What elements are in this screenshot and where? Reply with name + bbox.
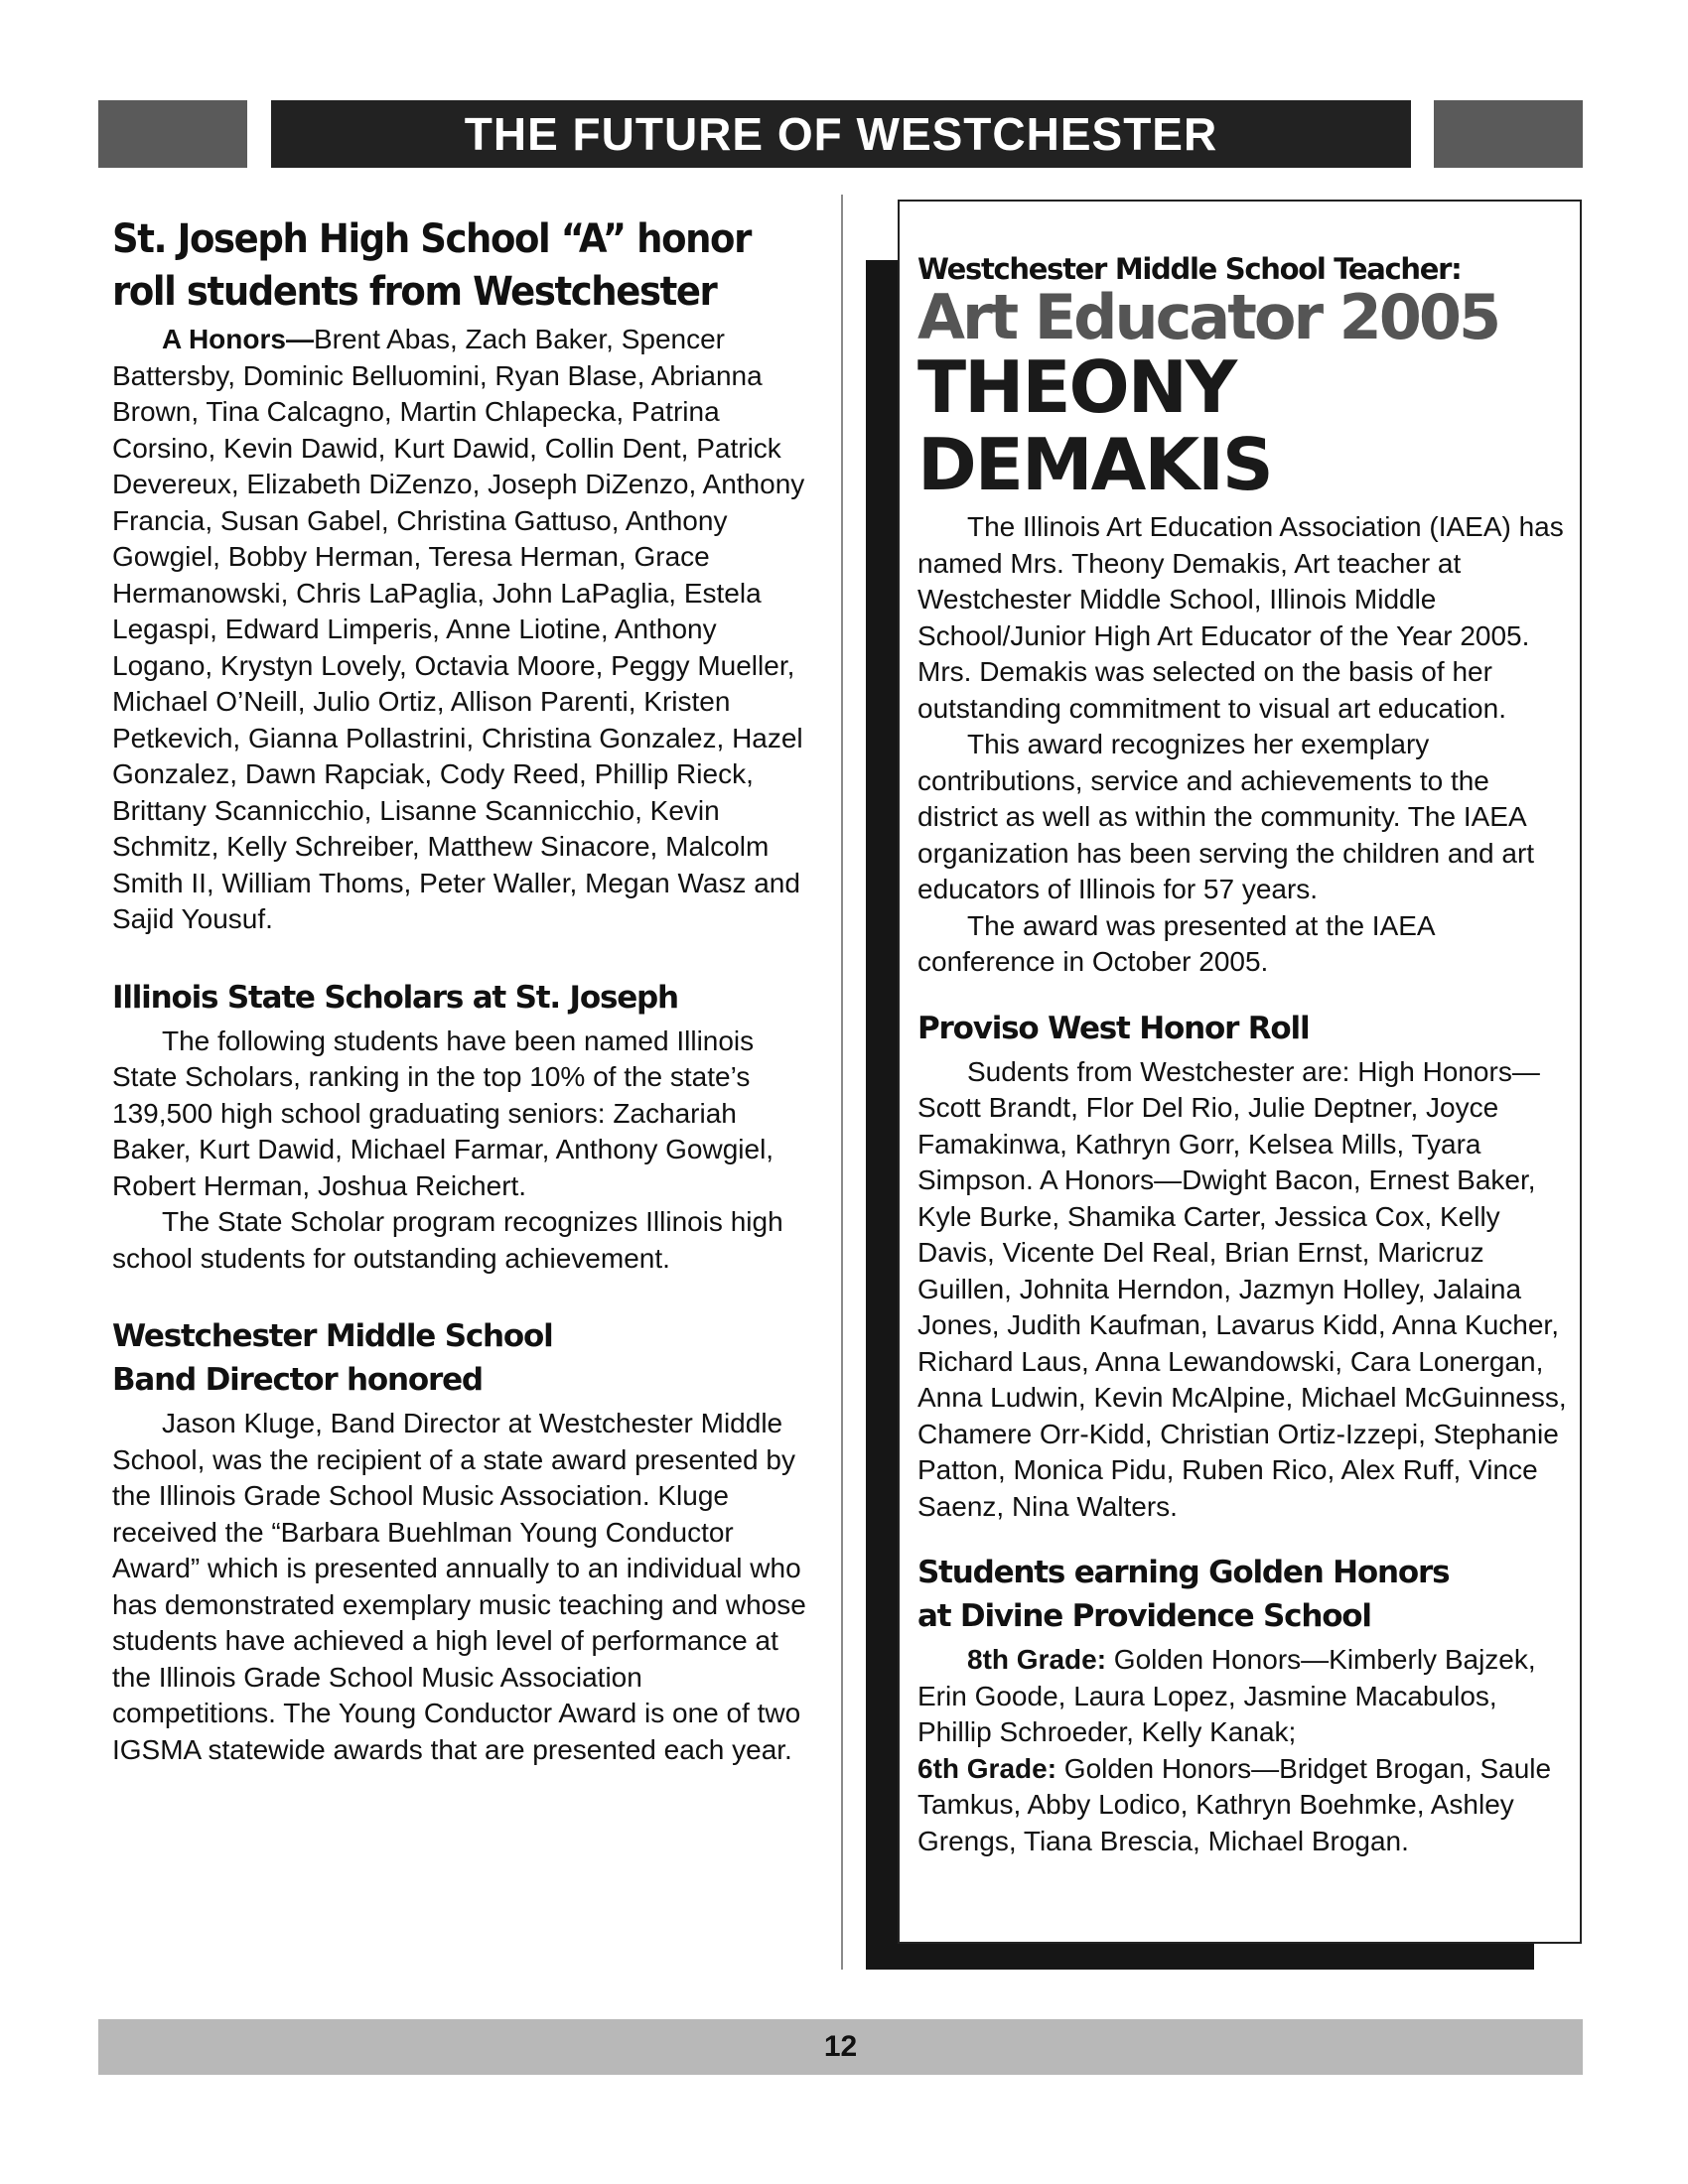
feature-paragraph-2: This award recognizes her exemplary contributions, service and achievements to the district as well as within the community. The IAEA organization has been serving the children and art educators of Illinois for 57 years. <box>917 729 1535 904</box>
grade-8-names: Golden Honors—Kimberly Bajzek, Erin Goode, Laura Lopez, Jasmine Macabulos, Phillip Schroeder, Kelly Kanak; <box>917 1644 1536 1747</box>
page-number: 12 <box>98 2019 1583 2075</box>
honor-roll-names: Brent Abas, Zach Baker, Spencer Battersby, Dominic Belluomini, Ryan Blase, Abrianna Brown, Tina Calcagno, Martin Chlapecka, Patrina Corsino, Kevin Dawid, Kurt Dawid, Collin Dent, Patrick Devereux, Elizabeth DiZenzo, Joseph DiZenzo, Anthony Francia, Susan Gabel, Christina Gattuso, Anthony Gowgiel, Bobby Herman, Teresa Herman, Grace Hermanowski, Chris LaPaglia, John LaPaglia, Estela Legaspi, Edward Limperis, Anne Liotine, Anthony Logano, Krystyn Lovely, Octavia Moore, Peggy Mueller, Michael O’Neill, Julio Ortiz, Allison Parenti, Kristen Petkevich, Gianna Pollastrini, Christina Gonzalez, Hazel Gonzalez, Dawn Rapciak, Cody Reed, Phillip Rieck, Brittany Scannicchio, Lisanne Scannicchio, Kevin Schmitz, Kelly Schreiber, Matthew Sinacore, Malcolm Smith II, William Thoms, Peter Waller, Megan Wasz and Sajid Yousuf. <box>112 324 805 934</box>
feature-kicker: Westchester Middle School Teacher: <box>917 252 1462 286</box>
band-director-text: Jason Kluge, Band Director at Westchester Middle School, was the recipient of a state award presented by the Illinois Grade School Music Association. Kluge received the “Barbara Buehlman Young Conductor Award” which is presented annually to an individual who has demonstrated exemplary music teaching and whose students have achieved a high level of performance at the Illinois Grade School Music Association competitions. The Young Conductor Award is one of two IGSMA statewide awards that are presented each year. <box>112 1408 806 1765</box>
grade-6-names: Golden Honors—Bridget Brogan, Saule Tamkus, Abby Lodico, Kathryn Boehmke, Ashley Grengs, Tiana Brescia, Michael Brogan. <box>917 1752 1552 1856</box>
honor-roll-heading: St. Joseph High School “A” honor roll students from Westchester <box>112 215 751 315</box>
golden-honors-heading <box>917 1551 1573 1638</box>
feature-box <box>898 200 1582 1944</box>
feature-award-title: Art Educator 2005 <box>917 281 1499 353</box>
left-column <box>112 212 807 1768</box>
state-scholars-heading: Illinois State Scholars at St. Joseph <box>112 979 678 1016</box>
feature-paragraph-3: The award was presented at the IAEA conference in October 2005. <box>917 909 1435 977</box>
state-scholars-text: The following students have been named Illinois State Scholars, ranking in the top 10% of the state’s 139,500 high school graduating seniors: Zachariah Baker, Kurt Dawid, Michael Farmar, Anthony Gowgiel, Robert Herman, Joshua Reichert. <box>112 1024 774 1201</box>
feature-paragraph-1: The Illinois Art Education Association (IAEA) has named Mrs. Theony Demakis, Art teacher at Westchester Middle School, Illinois Middle School/Junior High Art Educator of the Year 2005. Mrs. Demakis was selected on the basis of her outstanding commitment to visual art education. <box>917 511 1564 724</box>
column-divider <box>841 195 843 1970</box>
section-header: THE FUTURE OF WESTCHESTER <box>271 100 1411 168</box>
golden-honors-heading-line1: Students earning Golden Honors <box>917 1555 1450 1590</box>
feature-name-title: THEONY DEMAKIS <box>917 345 1272 506</box>
proviso-heading: Proviso West Honor Roll <box>917 1010 1310 1046</box>
proviso-text: Sudents from Westchester are: High Honors—Scott Brandt, Flor Del Rio, Julie Deptner, Joyce Famakinwa, Kathryn Gorr, Kelsea Mills, Tyara Simpson. A Honors—Dwight Bacon, Ernest Baker, Kyle Burke, Shamika Carter, Jessica Cox, Kelly Davis, Vicente Del Real, Brian Ernst, Maricruz Guillen, Johnita Herndon, Jazmyn Holley, Jalaina Jones, Judith Kaufman, Lavarus Kidd, Anna Kucher, Richard Laus, Anna Lewandowski, Cara Lonergan, Anna Ludwin, Kevin McAlpine, Michael McGuinness, Chamere Orr-Kidd, Christian Ortiz-Izzepi, Stephanie Patton, Monica Pidu, Ruben Rico, Alex Ruff, Vince Saenz, Nina Walters. <box>917 1055 1567 1522</box>
state-scholars-text-2: The State Scholar program recognizes Illinois high school students for outstanding achievement. <box>112 1206 783 1274</box>
band-director-heading <box>112 1314 807 1402</box>
grade-8-label: 8th Grade: <box>967 1644 1107 1675</box>
header-bar-right <box>1434 100 1583 168</box>
honor-roll-lead: A Honors— <box>162 324 314 354</box>
band-director-heading-line2: Band Director honored <box>112 1362 483 1398</box>
golden-honors-heading-line2: at Divine Providence School <box>917 1598 1371 1634</box>
header-bar-left <box>98 100 247 168</box>
honor-roll-text <box>112 322 807 938</box>
grade-6-label: 6th Grade: <box>917 1752 1057 1784</box>
band-director-heading-line1: Westchester Middle School <box>112 1318 553 1354</box>
golden-honors-text <box>917 1642 1573 1859</box>
